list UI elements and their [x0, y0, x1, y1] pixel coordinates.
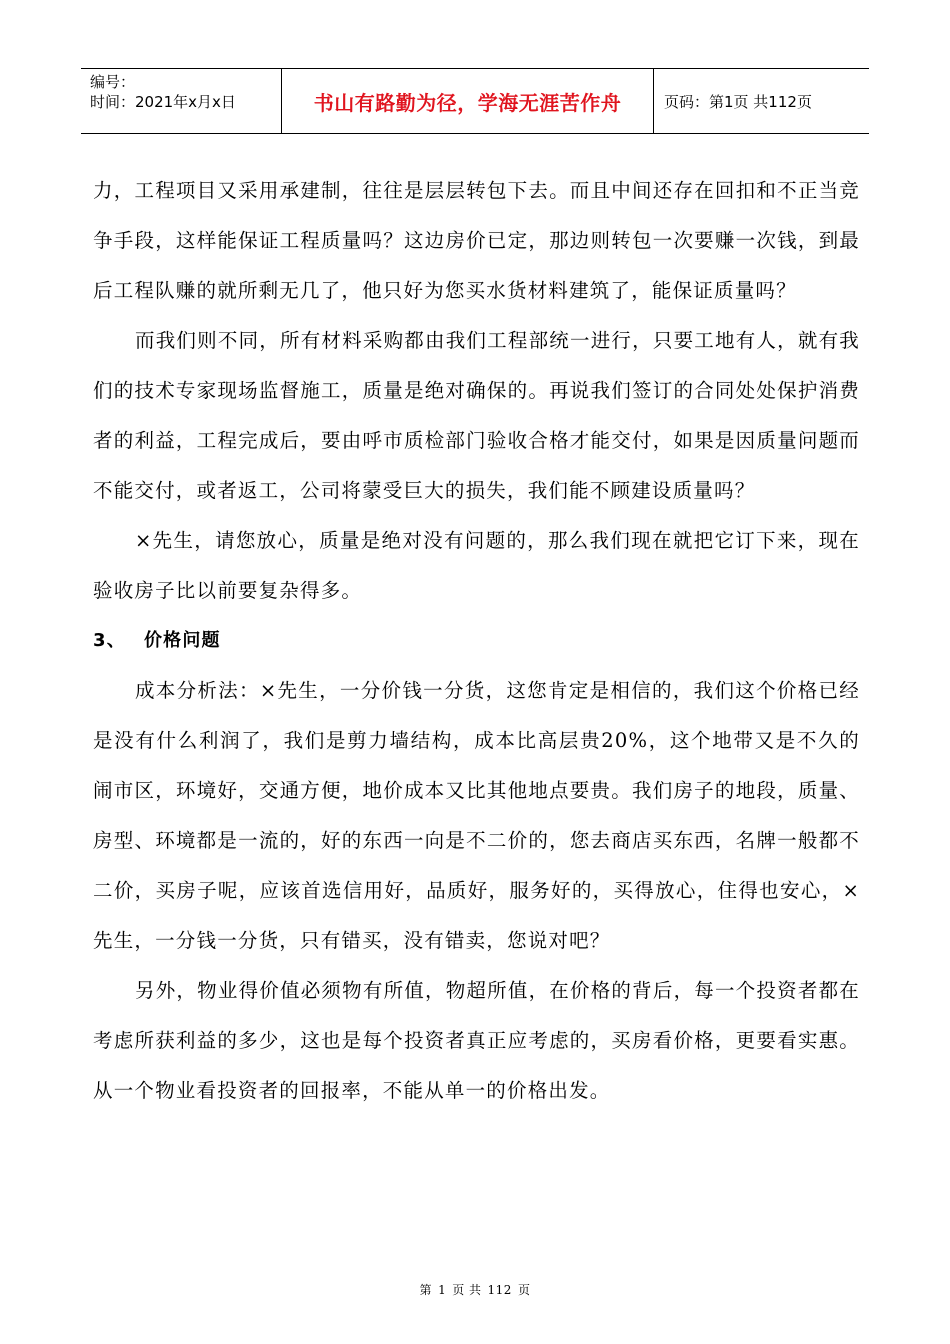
section-heading — [93, 616, 860, 666]
paragraph-2: 而我们则不同，所有材料采购都由我们工程部统一进行，只要工地有人，就有我们的技术专家现场监督施工，质量是绝对确保的。再说我们签订的合同处处保护消费者的利益，工程完成后，要由呼市质检部门验收合格才能交付，如果是因质量问题而不能交付，或者返工，公司将蒙受巨大的损失，我们能不顾建设质量吗？ — [93, 329, 860, 502]
header-motto: 书山有路勤为径，学海无涯苦作舟 — [282, 69, 654, 133]
footer-page: 1 — [438, 1283, 447, 1297]
header-meta-cell — [81, 69, 282, 133]
paragraph-3: ×先生，请您放心，质量是绝对没有问题的，那么我们现在就把它订下来，现在验收房子比以前要复杂得多。 — [93, 529, 860, 602]
paragraph-4: 成本分析法：×先生，一分价钱一分货，这您肯定是相信的，我们这个价格已经是没有什么利润了，我们是剪力墙结构，成本比高层贵20%，这个地带又是不久的闹市区，环境好，交通方便，地价成本又比其他地点要贵。我们房子的地段，质量、房型、环境都是一流的，好的东西一向是不二价的，您去商店买东西，名牌一般都不二价，买房子呢，应该首选信用好，品质好，服务好的，买得放心，住得也安心，×先生，一分钱一分货，只有错买，没有错卖，您说对吧？ — [93, 679, 860, 952]
section-title: 价格问题 — [143, 630, 221, 651]
footer-total: 112 — [487, 1283, 512, 1297]
paragraph-5: 另外，物业得价值必须物有所值，物超所值，在价格的背后，每一个投资者都在考虑所获利益的多少，这也是每个投资者真正应考虑的，买房看价格，更要看实惠。从一个物业看投资者的回报率，不能从单一的价格出发。 — [93, 979, 860, 1102]
footer-prefix: 第 — [419, 1283, 433, 1297]
header-page-number: 页码：第1页 共112页 — [664, 92, 812, 111]
footer-middle: 页 共 — [452, 1283, 482, 1297]
date-label: 时间：2021年x月x日 — [90, 93, 236, 111]
document-body — [93, 166, 860, 1116]
serial-number-label: 编号： — [90, 73, 136, 91]
paragraph-1: 力，工程项目又采用承建制，往往是层层转包下去。而且中间还存在回扣和不正当竞争手段，这样能保证工程质量吗？这边房价已定，那边则转包一次要赚一次钱，到最后工程队赚的就所剩无几了，他只好为您买水货材料建筑了，能保证质量吗？ — [93, 179, 860, 302]
page-header — [81, 68, 869, 134]
footer-suffix: 页 — [517, 1283, 531, 1297]
page-footer — [0, 1281, 950, 1298]
section-number: 3、 — [93, 630, 126, 651]
